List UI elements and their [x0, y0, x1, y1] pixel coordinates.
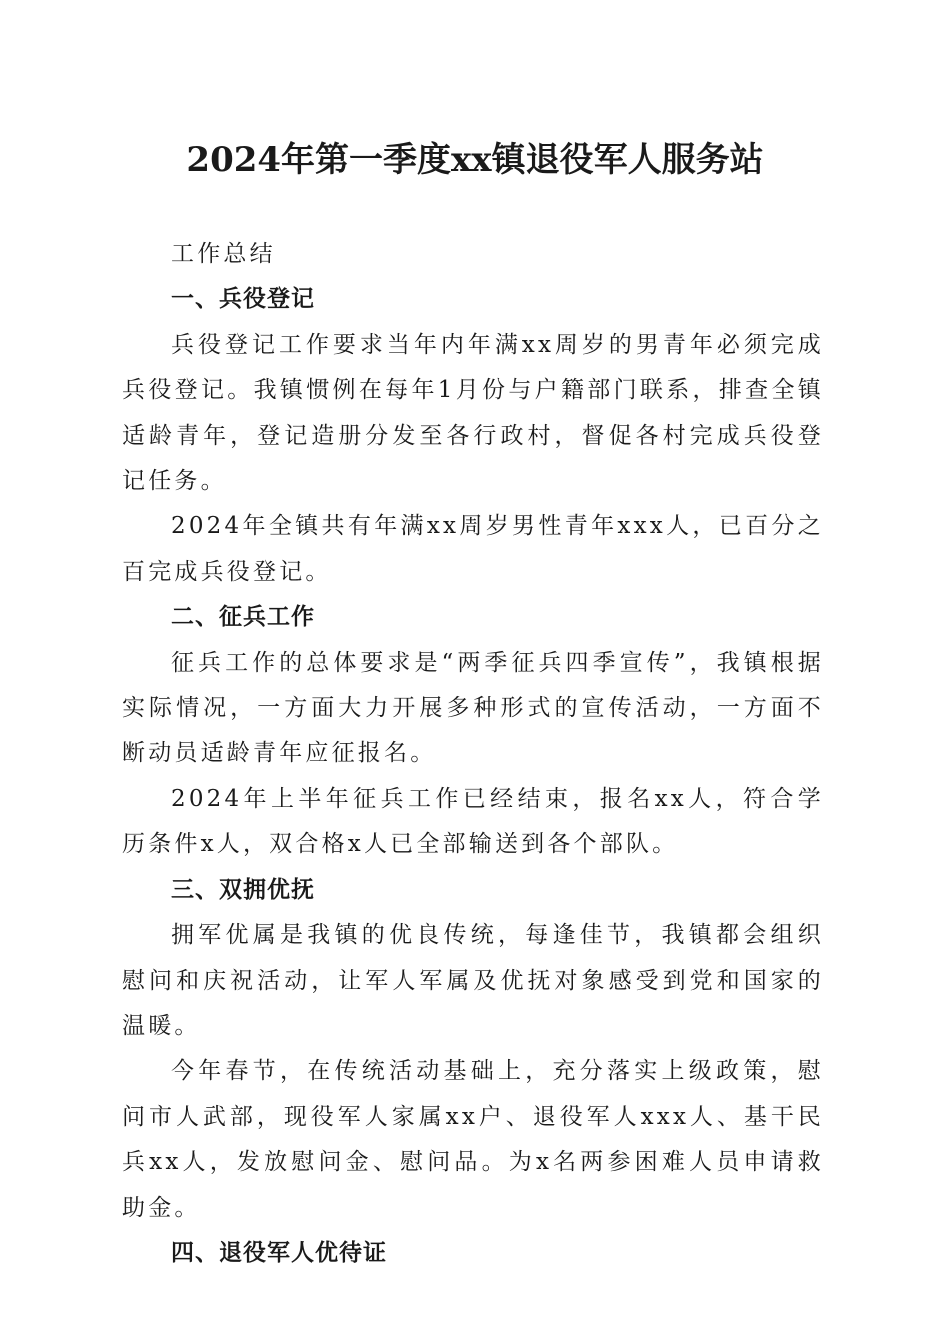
paragraph: 拥军优属是我镇的优良传统，每逢佳节，我镇都会组织慰问和庆祝活动，让军人军属及优抚对象感受到党和国家的温暖。 [122, 922, 824, 1039]
section-heading: 三、双拥优抚 [171, 876, 315, 903]
paragraph: 兵役登记工作要求当年内年满xx周岁的男青年必须完成兵役登记。我镇惯例在每年1月份与户籍部门联系，排查全镇适龄青年，登记造册分发至各行政村，督促各村完成兵役登记任务。 [122, 331, 824, 495]
paragraph: 2024年上半年征兵工作已经结束，报名xx人，符合学历条件x人，双合格x人已全部输送到各个部队。 [122, 785, 824, 858]
section-heading: 二、征兵工作 [171, 604, 315, 631]
paragraph: 今年春节，在传统活动基础上，充分落实上级政策，慰问市人武部，现役军人家属xx户、退役军人xxx人、基干民兵xx人，发放慰问金、慰问品。为x名两参困难人员申请救助金。 [122, 1058, 824, 1221]
paragraph: 2024年全镇共有年满xx周岁男性青年xxx人，已百分之百完成兵役登记。 [122, 513, 824, 585]
section-heading: 一、兵役登记 [171, 286, 315, 313]
document-subtitle: 工作总结 [171, 241, 276, 267]
section-heading: 四、退役军人优待证 [171, 1239, 387, 1266]
document-body [122, 232, 824, 1276]
document-title: 2024年第一季度xx镇退役军人服务站 [186, 140, 764, 180]
paragraph: 征兵工作的总体要求是“两季征兵四季宣传”，我镇根据实际情况，一方面大力开展多种形式的宣传活动，一方面不断动员适龄青年应征报名。 [122, 649, 824, 767]
